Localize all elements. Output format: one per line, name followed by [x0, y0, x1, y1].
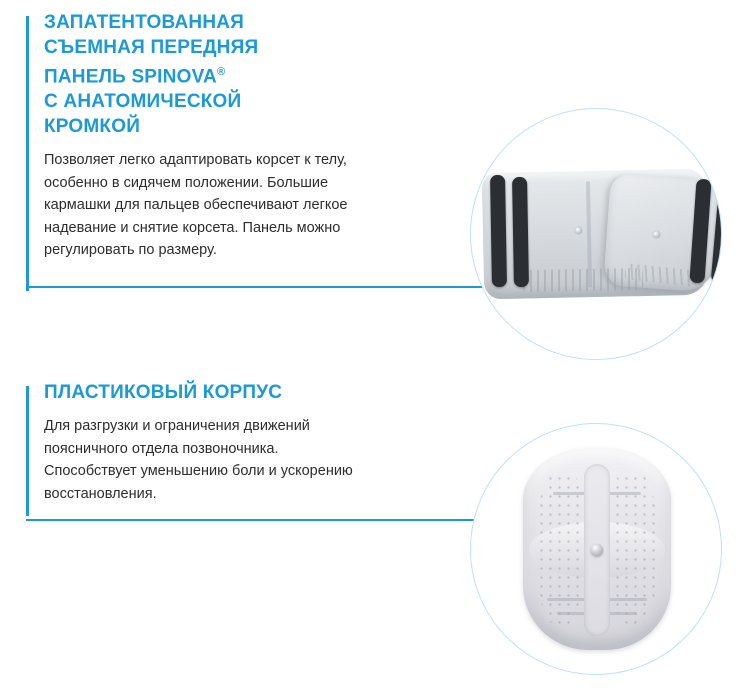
plastic-shell-illustration — [523, 448, 671, 650]
finger-pocket-strap — [512, 177, 529, 287]
title-line-2: СЪЕМНАЯ ПЕРЕДНЯЯ — [44, 37, 259, 58]
section-patented-panel — [26, 10, 356, 262]
section-title — [44, 10, 356, 139]
section-plastic-shell — [26, 380, 371, 505]
title-line-3: ПАНЕЛЬ SPINOVA — [44, 66, 217, 88]
finger-pocket-strap — [490, 175, 507, 287]
belt-stud — [653, 231, 660, 238]
shell-perforation-left — [537, 474, 581, 624]
shell-body — [523, 448, 671, 650]
section-body: Для разгрузки и ограничения движений поясничного отдела позвоночника. Способствует уменьшению боли и ускорению восстановления. — [44, 418, 353, 502]
connector-line-2 — [26, 519, 514, 521]
title-line-1: ЗАПАТЕНТОВАННАЯ — [44, 12, 245, 33]
title-line-4: С АНАТОМИЧЕСКОЙ — [44, 91, 242, 113]
photo-frame-shell — [470, 423, 722, 675]
shell-perforation-right — [613, 474, 657, 624]
title-line-5: КРОМКОЙ — [44, 116, 141, 138]
belt-illustration — [470, 165, 722, 305]
accent-rule — [26, 386, 29, 516]
connector-line-1 — [26, 286, 514, 288]
shell-adjustment-knob — [591, 544, 603, 556]
accent-rule — [26, 16, 29, 291]
photo-frame-belt — [470, 108, 722, 360]
belt-stud — [575, 227, 582, 234]
section-title: ПЛАСТИКОВЫЙ КОРПУС — [44, 382, 283, 403]
section-body: Позволяет легко адаптировать корсет к телу, особенно в сидячем положении. Большие кармашки для пальцев обеспечивают легкое надевание и снятие корсета. Панель можно регулировать по размеру. — [44, 152, 348, 259]
registered-mark: ® — [216, 66, 226, 78]
